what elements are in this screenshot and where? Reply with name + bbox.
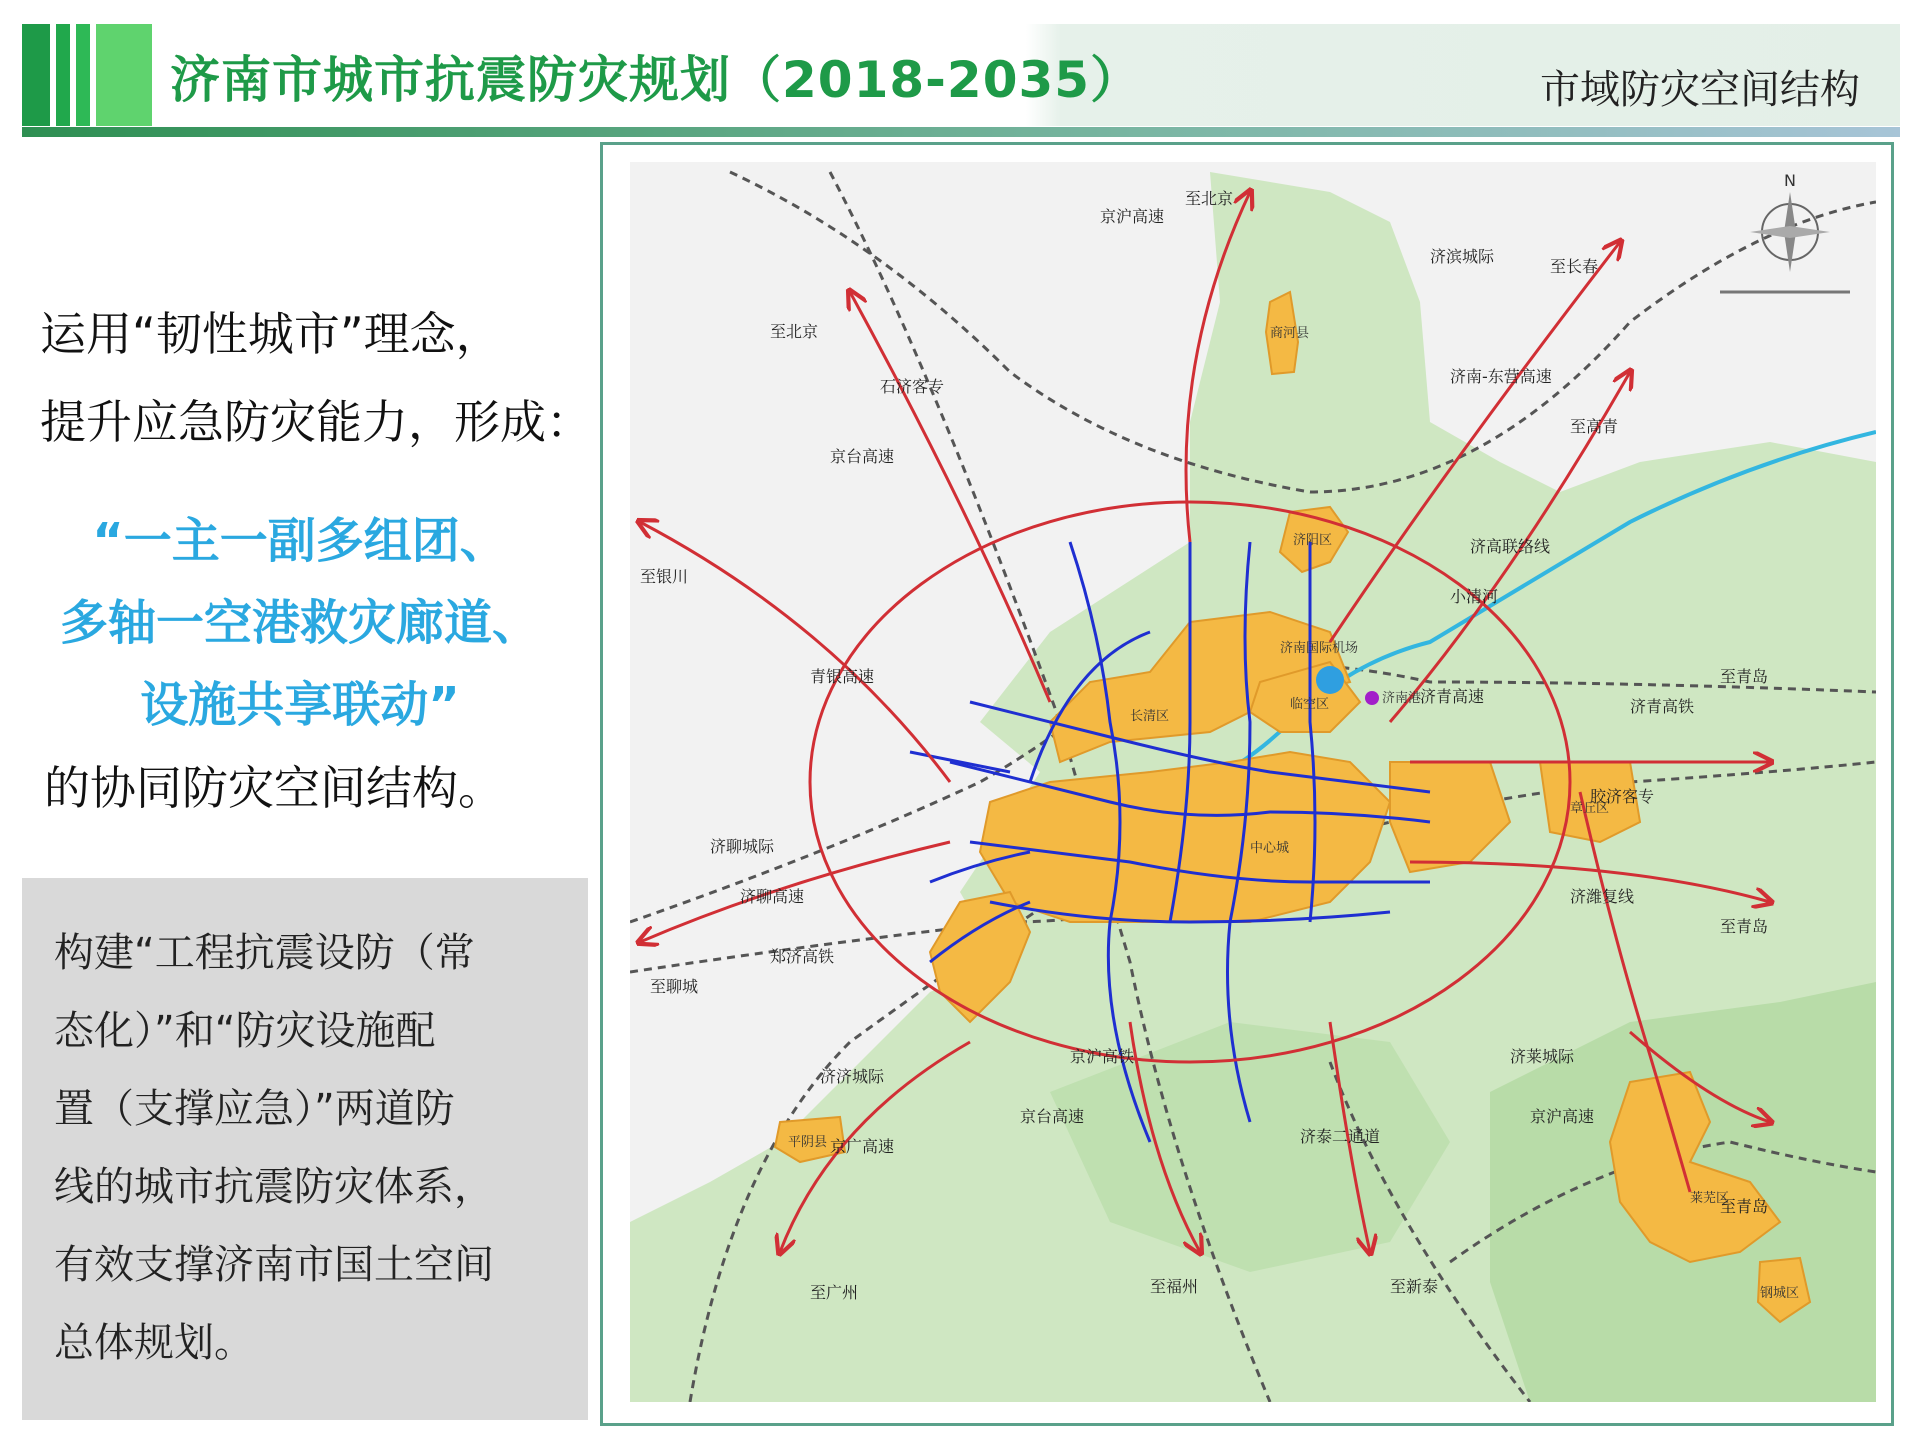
label-jiyang: 济阳区 <box>1293 533 1333 548</box>
label-jigao-link: 济高联络线 <box>1470 537 1551 556</box>
label-to-beijing: 至北京 <box>1185 189 1234 208</box>
label-rail-jiliao: 济聊城际 <box>710 837 775 856</box>
label-expwy-jinghu-south: 京沪高速 <box>1530 1107 1595 1126</box>
label-rail-zhengji: 郑济高铁 <box>770 947 835 966</box>
label-expwy-jiqing: 济青高速 <box>1420 687 1485 706</box>
highlight-line: 多轴一空港救灾廊道、 <box>59 595 540 651</box>
label-to-gaoqing: 至高青 <box>1570 417 1619 436</box>
label-rail-jilai: 济莱城际 <box>1510 1047 1575 1066</box>
label-laiwu: 莱芜区 <box>1690 1191 1730 1206</box>
header-accent-bar <box>22 24 50 126</box>
label-shanghe: 商河县 <box>1270 326 1310 341</box>
highlight-line: 设施共享联动” <box>140 677 460 733</box>
summary-box <box>22 878 588 1420</box>
label-airport: 济南国际机场 <box>1280 641 1359 656</box>
label-to-fuzhou: 至福州 <box>1150 1277 1199 1296</box>
label-expwy-jinghu-north: 京沪高速 <box>1100 207 1165 226</box>
summary-line: 态化）”和“防灾设施配 <box>54 1008 436 1054</box>
label-zhangqiu: 章丘区 <box>1570 801 1610 816</box>
label-pingyin: 平阴县 <box>788 1135 828 1150</box>
label-expwy-qingyin: 青银高速 <box>810 667 875 686</box>
compass-n-label: N <box>1784 171 1796 190</box>
label-to-liaocheng: 至聊城 <box>650 977 699 996</box>
highlight-line: “一主一副多组团、 <box>92 513 508 569</box>
intro-text <box>40 290 600 466</box>
label-expwy-jingtai-south: 京台高速 <box>1020 1107 1085 1126</box>
label-changqing: 长清区 <box>1130 709 1170 724</box>
label-to-xintai: 至新泰 <box>1390 1277 1439 1296</box>
label-expwy-jiliao: 济聊高速 <box>740 887 805 906</box>
airport-icon <box>1316 666 1344 694</box>
label-rail-jiji: 济济城际 <box>820 1067 885 1086</box>
disaster-prevention-map <box>630 162 1876 1402</box>
header-accent-bar <box>56 24 70 126</box>
label-jitai-2nd: 济泰二通道 <box>1300 1127 1381 1146</box>
page-title: 济南市城市抗震防灾规划（2018-2035） <box>170 51 1142 109</box>
section-title: 市域防灾空间结构 <box>1540 67 1860 113</box>
summary-text <box>54 914 574 1382</box>
highlight-text <box>20 500 580 746</box>
label-expwy-jinan-dongying: 济南-东营高速 <box>1450 367 1552 386</box>
label-expwy-jingguang: 京广高速 <box>830 1137 895 1156</box>
summary-line: 线的城市抗震防灾体系， <box>54 1164 494 1210</box>
label-to-guangzhou: 至广州 <box>810 1283 859 1302</box>
label-river: 小清河 <box>1450 587 1499 606</box>
label-rail-jinghu: 京沪高铁 <box>1070 1047 1135 1066</box>
label-to-beijing: 至北京 <box>770 322 819 341</box>
label-rail-jiwei: 济潍复线 <box>1570 887 1635 906</box>
summary-line: 总体规划。 <box>54 1320 254 1366</box>
label-port: 济南港 <box>1382 691 1422 706</box>
label-gangcheng: 钢城区 <box>1760 1286 1800 1301</box>
label-to-qingdao: 至青岛 <box>1720 667 1769 686</box>
label-to-qingdao: 至青岛 <box>1720 1197 1769 1216</box>
page-header <box>22 24 1900 130</box>
label-rail-jiaoji: 胶济客专 <box>1590 787 1655 806</box>
outro-text: 的协同防灾空间结构。 <box>44 761 504 815</box>
port-icon <box>1365 691 1379 705</box>
summary-line: 置（支撑应急）”两道防 <box>54 1086 455 1132</box>
header-underline <box>22 127 1900 137</box>
label-to-qingdao: 至青岛 <box>1720 917 1769 936</box>
summary-line: 有效支撑济南市国土空间 <box>54 1242 494 1288</box>
label-rail-jinbin: 济滨城际 <box>1430 247 1495 266</box>
intro-line: 提升应急防灾能力，形成： <box>40 395 592 449</box>
label-to-yinchuan: 至银川 <box>640 567 689 586</box>
label-linkong: 临空区 <box>1290 697 1330 712</box>
label-expwy-jingtai-north: 京台高速 <box>830 447 895 466</box>
label-central: 中心城 <box>1250 841 1290 856</box>
header-accent-bar <box>76 24 90 126</box>
header-accent-bar <box>96 24 152 126</box>
label-rail-jiqing: 济青高铁 <box>1630 697 1695 716</box>
intro-line: 运用“韧性城市”理念， <box>40 307 502 361</box>
label-rail-shiji: 石济客专 <box>880 377 945 396</box>
label-to-changchun: 至长春 <box>1550 257 1599 276</box>
summary-line: 构建“工程抗震设防（常 <box>54 930 475 976</box>
